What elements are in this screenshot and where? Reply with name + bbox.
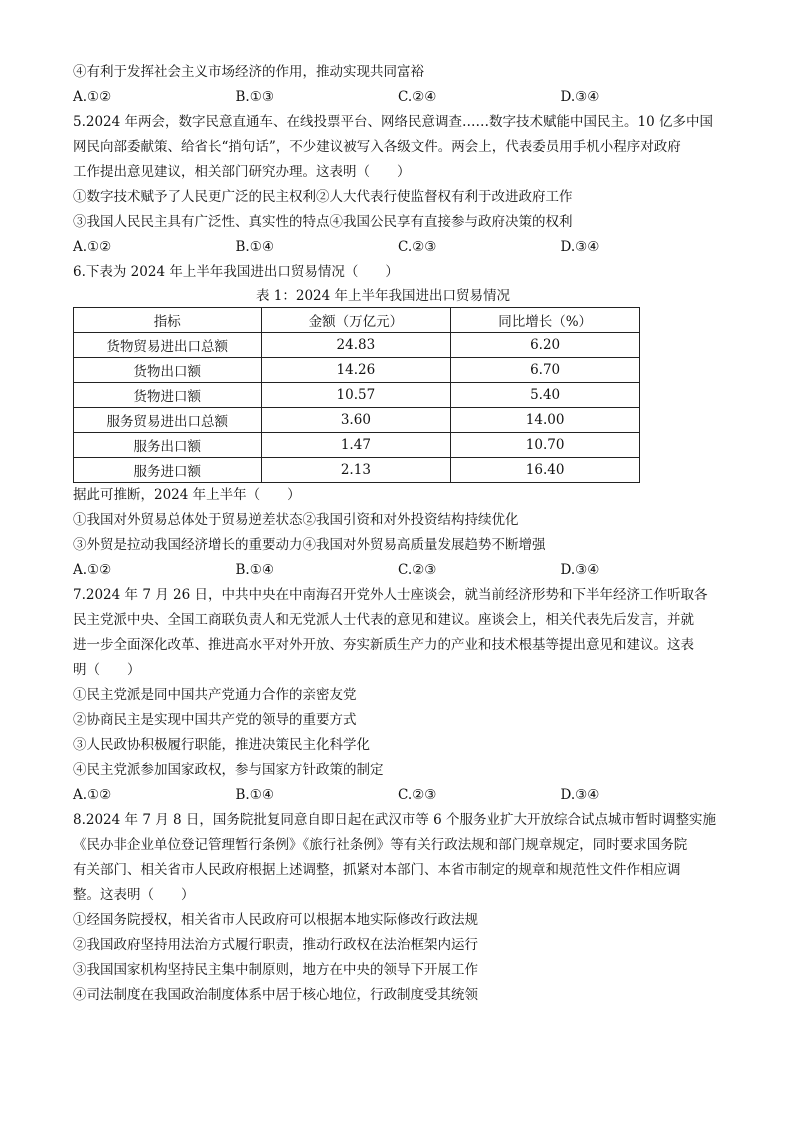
table-header-row xyxy=(74,308,640,333)
q7-options xyxy=(73,783,723,808)
q4-options xyxy=(73,85,723,110)
q5-option-c[interactable]: C.②③ xyxy=(398,239,437,255)
q7-stem-line-2: 民主党派中央、全国工商联负责人和无党派人士代表的意见和建议。座谈会上，相关代表先后发言，并就 xyxy=(73,612,694,628)
q8-item-4: ④司法制度在我国政治制度体系中居于核心地位，行政制度受其统领 xyxy=(73,987,478,1003)
row-amount: 3.60 xyxy=(261,408,451,433)
q5-stem-line-1: 5.2024 年两会，数字民意直通车、在线投票平台、网络民意调查……数字技术赋能中国民主。10 亿多中国 xyxy=(73,114,713,130)
q5-option-a[interactable]: A.①② xyxy=(73,239,112,255)
q5-options xyxy=(73,235,723,260)
q6-item-line-2: ③外贸是拉动我国经济增长的重要动力④我国对外贸易高质量发展趋势不断增强 xyxy=(73,537,546,553)
table-caption: 表 1：2024 年上半年我国进出口贸易情况 xyxy=(255,288,511,304)
row-indicator: 服务贸易进出口总额 xyxy=(74,408,262,433)
row-amount: 1.47 xyxy=(261,433,451,458)
row-amount: 14.26 xyxy=(261,358,451,383)
header-amount: 金额（万亿元） xyxy=(261,308,451,333)
q7-item-3: ③人民政协积极履行职能，推进决策民主化科学化 xyxy=(73,737,370,753)
q7-option-c[interactable]: C.②③ xyxy=(398,787,437,803)
q6-item-line-1: ①我国对外贸易总体处于贸易逆差状态②我国引资和对外投资结构持续优化 xyxy=(73,512,519,528)
row-indicator: 服务进口额 xyxy=(74,458,262,483)
q6-stem: 6.下表为 2024 年上半年我国进出口贸易情况（ ） xyxy=(73,264,399,280)
table-row xyxy=(74,433,640,458)
q6-options xyxy=(73,558,723,583)
row-growth: 10.70 xyxy=(451,433,640,458)
q6-option-b[interactable]: B.①④ xyxy=(235,562,274,578)
row-indicator: 服务出口额 xyxy=(74,433,262,458)
q6-option-c[interactable]: C.②③ xyxy=(398,562,437,578)
q8-stem-line-4: 整。这表明（ ） xyxy=(73,887,195,903)
row-amount: 24.83 xyxy=(261,333,451,358)
q5-option-b[interactable]: B.①④ xyxy=(235,239,274,255)
q8-item-3: ③我国国家机构坚持民主集中制原则，地方在中央的领导下开展工作 xyxy=(73,962,478,978)
q5-stem-line-2: 网民向部委献策、给省长“捎句话”，不少建议被写入各级文件。两会上，代表委员用手机小程序对政府 xyxy=(73,139,681,155)
q8-stem-line-3: 有关部门、相关省市人民政府根据上述调整，抓紧对本部门、本省市制定的规章和规范性文件作相应调 xyxy=(73,862,681,878)
q7-option-a[interactable]: A.①② xyxy=(73,787,112,803)
row-growth: 6.20 xyxy=(451,333,640,358)
q5-item-line-2: ③我国人民民主具有广泛性、真实性的特点④我国公民享有直接参与政府决策的权利 xyxy=(73,214,573,230)
row-growth: 5.40 xyxy=(451,383,640,408)
header-growth: 同比增长（%） xyxy=(451,308,640,333)
row-indicator: 货物进口额 xyxy=(74,383,262,408)
q8-stem-line-2: 《民办非企业单位登记管理暂行条例》《旅行社条例》等有关行政法规和部门规章规定，同时要求国务院 xyxy=(73,837,688,853)
q6-question: 据此可推断，2024 年上半年（ ） xyxy=(73,487,301,503)
exam-page xyxy=(73,60,723,1008)
q8-stem-line-1: 8.2024 年 7 月 8 日，国务院批复同意自即日起在武汉市等 6 个服务业扩大开放综合试点城市暂时调整实施 xyxy=(73,812,717,828)
table-row xyxy=(74,408,640,433)
table-row xyxy=(74,333,640,358)
q7-item-1: ①民主党派是同中国共产党通力合作的亲密友党 xyxy=(73,687,357,703)
q5-option-d[interactable]: D.③④ xyxy=(560,239,600,255)
row-amount: 10.57 xyxy=(261,383,451,408)
q7-option-d[interactable]: D.③④ xyxy=(560,787,600,803)
q5-item-line-1: ①数字技术赋予了人民更广泛的民主权利②人大代表行使监督权有利于改进政府工作 xyxy=(73,189,573,205)
row-amount: 2.13 xyxy=(261,458,451,483)
trade-table xyxy=(73,307,640,483)
q6-option-d[interactable]: D.③④ xyxy=(560,562,600,578)
row-growth: 14.00 xyxy=(451,408,640,433)
row-indicator: 货物出口额 xyxy=(74,358,262,383)
q8-item-2: ②我国政府坚持用法治方式履行职责，推动行政权在法治框架内运行 xyxy=(73,937,478,953)
table-row xyxy=(74,358,640,383)
q4-option-d[interactable]: D.③④ xyxy=(560,89,600,105)
q7-stem-line-3: 进一步全面深化改革、推进高水平对外开放、夯实新质生产力的产业和技术根基等提出意见和建议。这表 xyxy=(73,637,694,653)
q5-stem-line-3: 工作提出意见建议，相关部门研究办理。这表明（ ） xyxy=(73,164,411,180)
q6-option-a[interactable]: A.①② xyxy=(73,562,112,578)
q4-item-4: ④有利于发挥社会主义市场经济的作用，推动实现共同富裕 xyxy=(73,64,424,80)
q7-option-b[interactable]: B.①④ xyxy=(235,787,274,803)
q7-item-2: ②协商民主是实现中国共产党的领导的重要方式 xyxy=(73,712,357,728)
row-growth: 16.40 xyxy=(451,458,640,483)
q7-stem-line-4: 明（ ） xyxy=(73,662,141,678)
q4-option-a[interactable]: A.①② xyxy=(73,89,112,105)
table-row xyxy=(74,458,640,483)
q8-item-1: ①经国务院授权，相关省市人民政府可以根据本地实际修改行政法规 xyxy=(73,912,478,928)
q7-stem-line-1: 7.2024 年 7 月 26 日，中共中央在中南海召开党外人士座谈会，就当前经济形势和下半年经济工作听取各 xyxy=(73,587,708,603)
q4-option-b[interactable]: B.①③ xyxy=(235,89,274,105)
table-row xyxy=(74,383,640,408)
row-indicator: 货物贸易进出口总额 xyxy=(74,333,262,358)
q7-item-4: ④民主党派参加国家政权，参与国家方针政策的制定 xyxy=(73,762,384,778)
row-growth: 6.70 xyxy=(451,358,640,383)
header-indicator: 指标 xyxy=(74,308,262,333)
q4-option-c[interactable]: C.②④ xyxy=(398,89,437,105)
